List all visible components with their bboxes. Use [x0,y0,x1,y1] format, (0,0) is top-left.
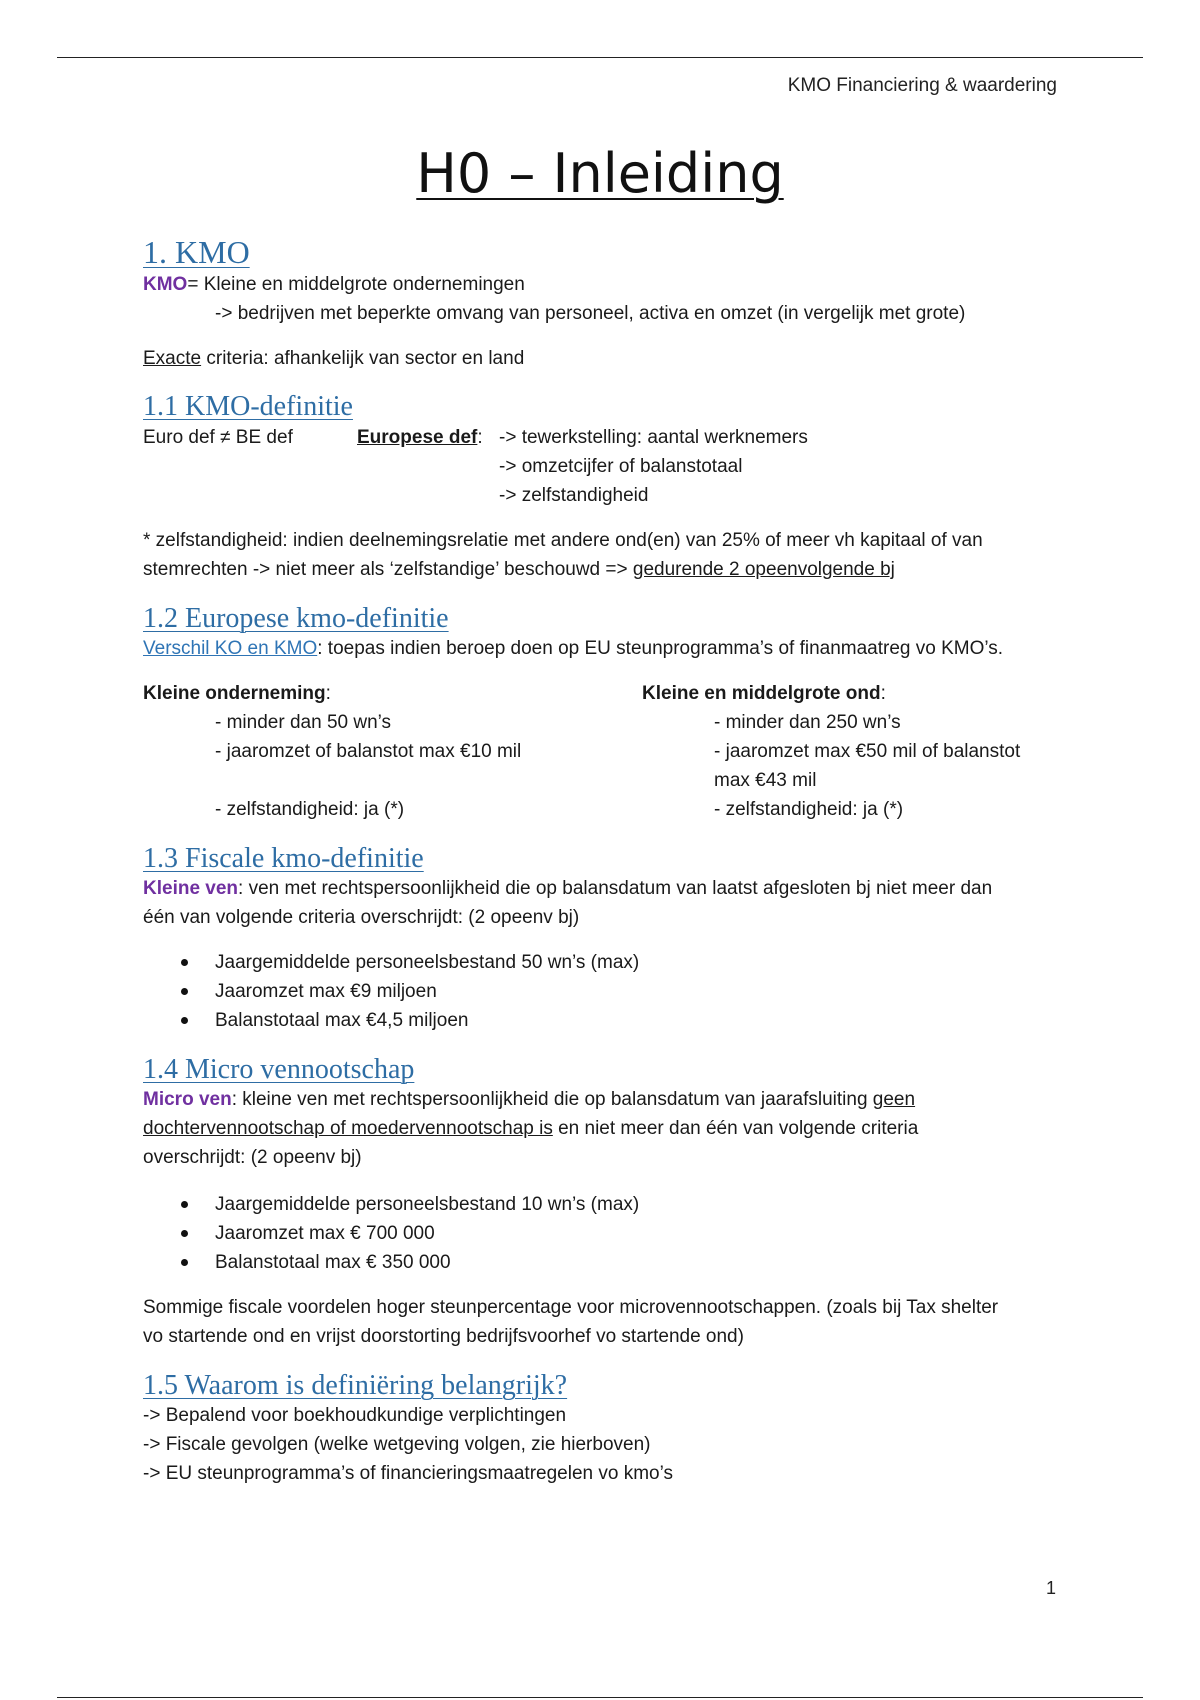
europese-def-label [357,423,483,452]
criterion: -> zelfstandigheid [499,485,649,506]
europese-criteria [499,423,808,510]
heading-micro-vennootschap: 1.4 Micro vennootschap [143,1054,415,1085]
micro-criteria-list [143,1190,1043,1277]
list-item: Jaargemiddelde personeelsbestand 10 wn’s (max) [143,1190,1043,1219]
running-header: KMO Financiering & waardering [787,75,1057,96]
kleine-onderneming-title: Kleine onderneming [143,683,326,704]
criterion: max €43 mil [714,770,817,791]
kleine-onderneming-column: Kleine onderneming: - minder dan 50 wn’s - jaaromzet of balanstot max €10 mil - zelfstandigheid: ja (*) [143,679,603,824]
micro-ven-underlined: dochtervennootschap of moedervennootschap is [143,1118,553,1139]
criterion: - jaaromzet of balanstot max €10 mil [215,741,522,762]
kmo-detail: -> bedrijven met beperkte omvang van personeel, activa en omzet (in vergelijk met grote) [215,303,966,324]
zelfstandigheid-note [143,526,1063,584]
micro-ven-term: Micro ven [143,1089,232,1110]
heading-fiscale-kmo-definitie: 1.3 Fiscale kmo-definitie [143,843,424,874]
kleine-ven-definition [143,874,1063,932]
paragraph-line: vo startende ond en vrijst doorstorting bedrijfsvoorhef vo startende ond) [143,1326,744,1347]
kmo-column-title: Kleine en middelgrote ond [642,683,881,704]
criterion: - zelfstandigheid: ja (*) [714,799,904,820]
note-underlined: gedurende 2 opeenvolgende bj [632,559,895,580]
kmo-definition [143,270,1063,328]
list-item: -> Bepalend voor boekhoudkundige verplichtingen [143,1405,567,1426]
criterion: - zelfstandigheid: ja (*) [215,799,405,820]
waarom-list [143,1401,1063,1488]
criterion: - minder dan 50 wn’s [215,712,392,733]
page-title: H0 – Inleiding [416,142,784,205]
micro-ven-text: : kleine ven met rechtspersoonlijkheid die op balansdatum van jaarafsluiting [231,1089,873,1110]
footer-rule [57,1697,1143,1698]
list-item: Balanstotaal max €4,5 miljoen [143,1006,1043,1035]
micro-ven-underlined: geen [872,1089,916,1110]
header-rule [57,57,1143,58]
kleine-ven-term: Kleine ven [143,878,239,899]
page-number: 1 [1046,1578,1057,1598]
europese-def-colon: : [477,427,483,448]
fiscale-voordelen-paragraph [143,1293,1063,1351]
criterion: -> omzetcijfer of balanstotaal [499,456,743,477]
kleine-ven-text: één van volgende criteria overschrijdt: (2 opeenv bj) [143,907,580,928]
heading-waarom-belangrijk: 1.5 Waarom is definiëring belangrijk? [143,1370,568,1401]
heading-kmo: 1. KMO [143,234,250,270]
criterion: - jaaromzet max €50 mil of balanstot [714,741,1021,762]
kleine-ven-text: : ven met rechtspersoonlijkheid die op balansdatum van laatst afgesloten bj niet meer dan [238,878,993,899]
verschil-rest: : toepas indien beroep doen op EU steunprogramma’s of finanmaatreg vo KMO’s. [317,638,1004,659]
euro-def: Euro def ≠ BE def [143,427,293,448]
note-line: * zelfstandigheid: indien deelnemingsrelatie met andere ond(en) van 25% of meer vh kapitaal of van [143,530,983,551]
micro-ven-text: en niet meer dan één van volgende criteria [552,1118,919,1139]
heading-europese-kmo-definitie: 1.2 Europese kmo-definitie [143,603,449,634]
kmo-column: Kleine en middelgrote ond: - minder dan 250 wn’s - jaaromzet max €50 mil of balanstot max €43 mil - zelfstandigheid: ja (*) [642,679,1072,824]
micro-ven-definition [143,1085,1063,1172]
kmo-term: KMO [143,274,188,295]
criterion: - minder dan 250 wn’s [714,712,901,733]
exacte-criteria [143,344,1063,373]
verschil-line [143,634,1063,663]
note-line: stemrechten -> niet meer als ‘zelfstandige’ beschouwd => [143,559,633,580]
exacte-term: Exacte [143,348,202,369]
list-item: Jaargemiddelde personeelsbestand 50 wn’s (max) [143,948,1043,977]
list-item: Balanstotaal max € 350 000 [143,1248,1043,1277]
verschil-link[interactable]: Verschil KO en KMO [143,638,318,659]
heading-kmo-definitie: 1.1 KMO-definitie [143,391,353,422]
list-item: Jaaromzet max € 700 000 [143,1219,1043,1248]
fiscale-criteria-list [143,948,1043,1035]
list-item: -> EU steunprogramma’s of financieringsmaatregelen vo kmo’s [143,1463,673,1484]
micro-ven-text: overschrijdt: (2 opeenv bj) [143,1147,362,1168]
list-item: -> Fiscale gevolgen (welke wetgeving volgen, zie hierboven) [143,1434,651,1455]
list-item: Jaaromzet max €9 miljoen [143,977,1043,1006]
paragraph-line: Sommige fiscale voordelen hoger steunpercentage voor microvennootschappen. (zoals bij Tax shelter [143,1297,999,1318]
exacte-rest: criteria: afhankelijk van sector en land [201,348,525,369]
kmo-def-text: = Kleine en middelgrote ondernemingen [187,274,525,295]
criterion: -> tewerkstelling: aantal werknemers [499,427,808,448]
europese-def-term: Europese def [357,427,478,448]
